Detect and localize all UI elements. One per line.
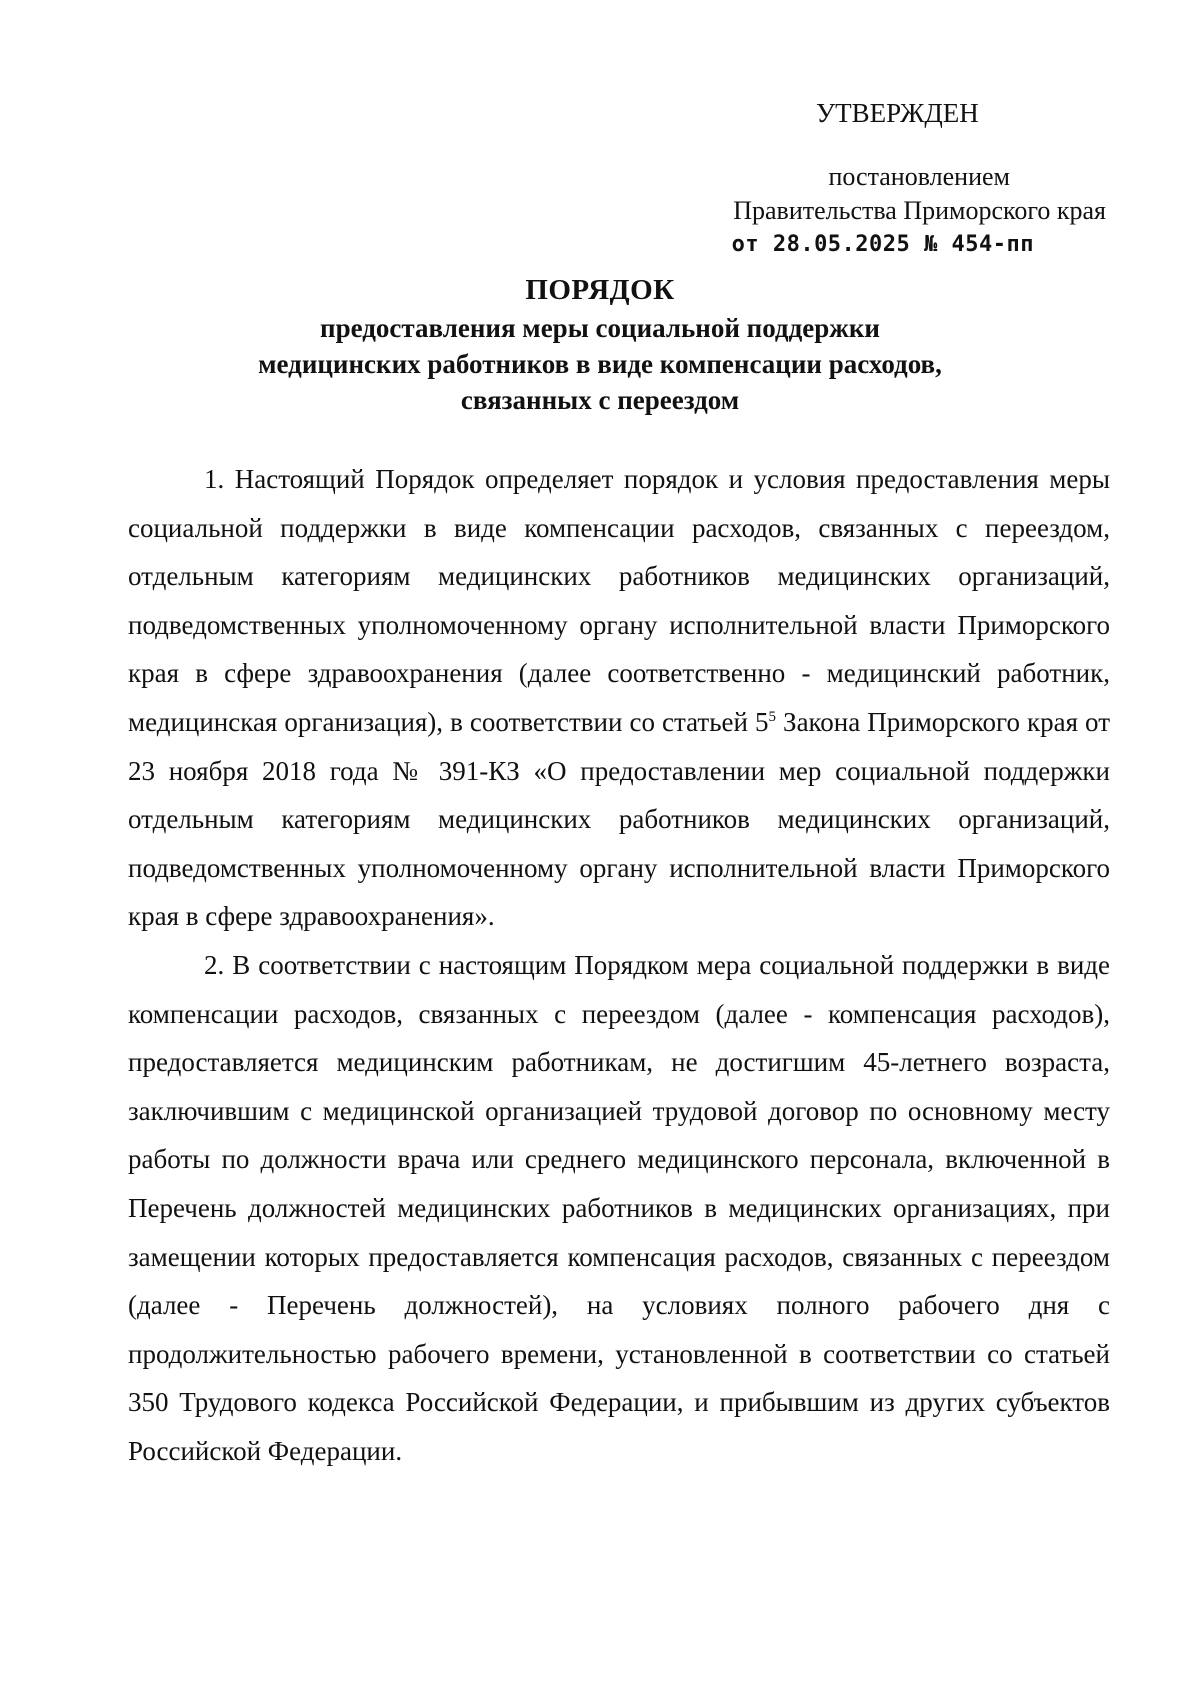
title-subline-2: медицинских работников в виде компенсации расходов, [258,349,942,379]
title-subline-3: связанных с переездом [460,385,740,415]
article-superscript: 5 [768,708,776,725]
approval-details [732,160,1106,262]
paragraph-1 [128,455,1110,941]
approved-by-line-1: постановлением [828,162,1010,191]
approval-date-number: от 28.05.2025 № 454-пп [731,232,1034,257]
title-main: ПОРЯДОК [525,274,675,306]
paragraph-2: 2. В соответствии с настоящим Порядком мера социальной поддержки в виде компенсации расходов, связанных с переездом (далее - компенсация расходов), предоставляется медицинским работникам, не достигшим 45-летнего возраста, заключившим с медицинской организацией трудовой договор по основному месту работы по должности врача или среднего медицинского персонала, включенной в Перечень должностей медицинских работников в медицинских организациях, при замещении которых предоставляется компенсация расходов, связанных с переездом (далее - Перечень должностей), на условиях полного рабочего дня с продолжительностью рабочего времени, установленной в соответствии со статьей 350 Трудового кодекса Российской Федерации, и прибывшим из других субъектов Российской Федерации. [128,949,1110,1466]
document-title [0,270,1200,418]
approved-label: УТВЕРЖДЕН [816,98,979,128]
title-subline-1: предоставления меры социальной поддержки [320,313,880,343]
paragraph-1-part-a: 1. Настоящий Порядок определяет порядок и условия предоставления меры социальной поддержки в виде компенсации расходов, связанных с переездом, отдельным категориям медицинских работников медицинских организаций, подведомственных уполномоченному органу исполнительной власти Приморского края в сфере здравоохранения (далее соответственно - медицинский работник, медицинская организация), в соответствии со статьей 5 [128,464,1110,737]
document-body [128,455,1110,1475]
paragraph-1-part-b: Закона Приморского края от 23 ноября 2018 года № 391-КЗ «О предоставлении мер социальной поддержки отдельным категориям медицинских работников медицинских организаций, подведомственных уполномоченному органу исполнительной власти Приморского края в сфере здравоохранения». [128,706,1110,932]
approved-by-line-2: Правительства Приморского края [733,196,1106,225]
